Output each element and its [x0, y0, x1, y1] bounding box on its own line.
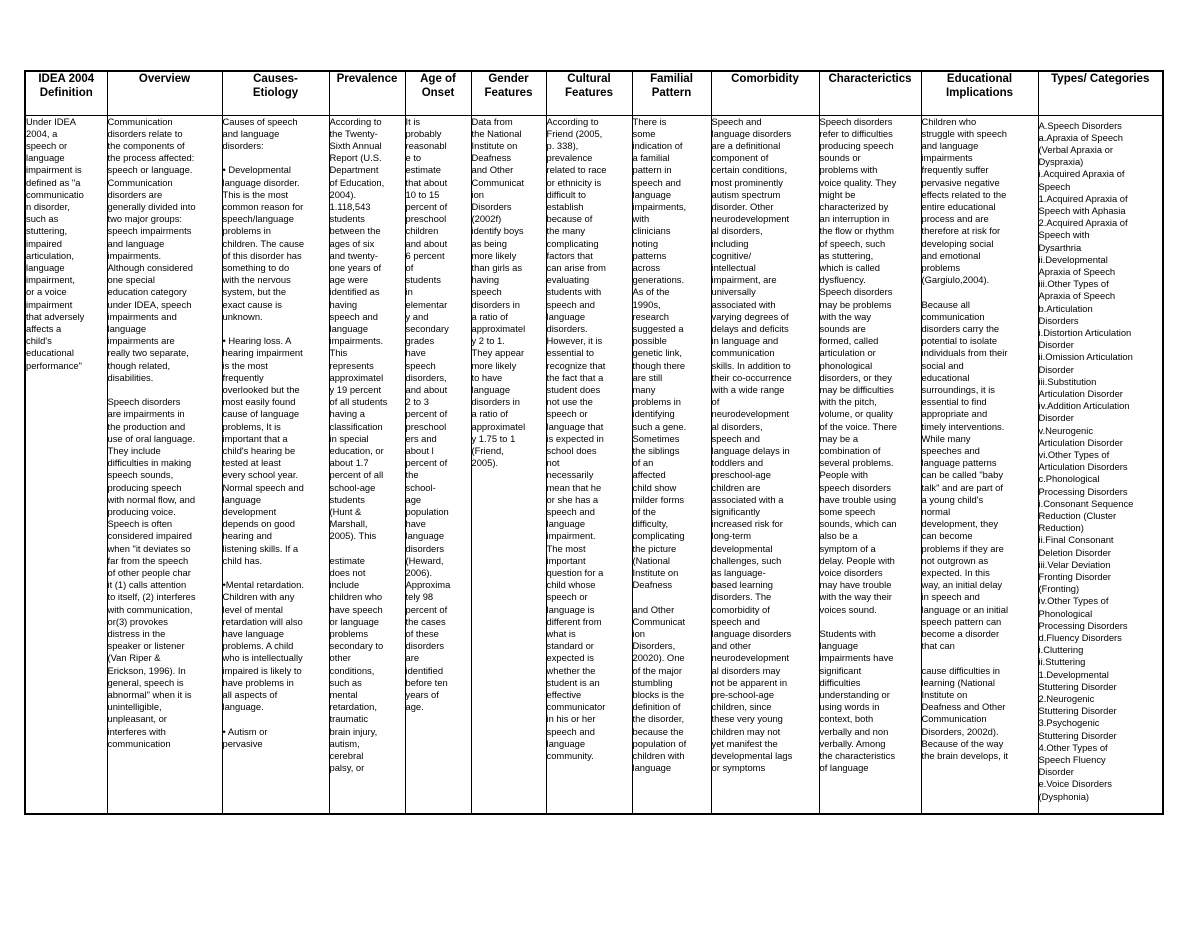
cell-prevalence: According to the Twenty- Sixth Annual Report (U.S. Department of Education, 2004). 1.118,543 students between the ages of six and twenty- one years of age were identified as having speech and language impairments. This represents approximatel y 19 percent of all students having a classification in special education, or about 1.7 percent of all school-age students (Hunt & Marshall, 2005). This estimate does not include children who have speech or language problems secondary to other conditions, such as mental retardation, traumatic brain injury, autism, cerebral palsy, or [329, 115, 405, 814]
cell-age-of-onset: It is probably reasonabl e to estimate that about 10 to 15 percent of preschool children and about 6 percent of students in elementar y and secondary grades have speech disorders, and about 2 to 3 percent of preschool ers and about l percent of the school- age population have language disorders (Heward, 2006). Approxima tely 98 percent of the cases of these disorders are identified before ten years of age. [405, 115, 471, 814]
cell-overview: Communication disorders relate to the components of the process affected: speech or language. Communication disorders are generally divided into two major groups: speech impairments and language impairments. Although considered one special education category under IDEA, speech impairments and language impairments are really two separate, though related, disabilities. Speech disorders are impairments in the production and use of oral language. They include difficulties in making speech sounds, producing speech with normal flow, and producing voice. Speech is often considered impaired when "it deviates so far from the speech of other people char it (1) calls attention to itself, (2) interferes with communication, or(3) provokes distress in the speaker or listener (Van Riper & Erickson, 1996). In general, speech is abnormal" when it is unintelligible, unpleasant, or interferes with communication [107, 115, 222, 814]
header-row [25, 71, 1163, 115]
header-educational-implications: Educational Implications [921, 71, 1038, 115]
cell-educational-implications: Children who struggle with speech and language impairments frequently suffer pervasive negative effects related to the entire educational process and are therefore at risk for developing social and emotional problems (Gargiulo,2004). Because all communication disorders carry the potential to isolate individuals from their social and educational surroundings, it is essential to find appropriate and timely interventions. While many speeches and language patterns can be called "baby talk" and are part of a young child's normal development, they can become problems if they are not outgrown as expected. In this way, an initial delay in speech and language or an initial speech pattern can become a disorder that can cause difficulties in learning (National Institute on Deafness and Other Communication Disorders, 2002d). Because of the way the brain develops, it [921, 115, 1038, 814]
header-characteristics: Characterictics [819, 71, 921, 115]
speech-language-impairment-table [24, 70, 1164, 815]
cell-types-categories: A.Speech Disorders a.Apraxia of Speech (Verbal Apraxia or Dyspraxia) i.Acquired Apraxia of Speech 1.Acquired Apraxia of Speech with Aphasia 2.Acquired Apraxia of Speech with Dysarthria ii.Developmental Apraxia of Speech iii.Other Types of Apraxia of Speech b.Articulation Disorders i.Distortion Articulation Disorder ii.Omission Articulation Disorder iii.Substitution Articulation Disorder iv.Addition Articulation Disorder v.Neurogenic Articulation Disorder vi.Other Types of Articulation Disorders c.Phonological Processing Disorders i.Consonant Sequence Reduction (Cluster Reduction) ii.Final Consonant Deletion Disorder iii.Velar Deviation Fronting Disorder (Fronting) iv.Other Types of Phonological Processing Disorders d.Fluency Disorders i.Cluttering ii.Stuttering 1.Developmental Stuttering Disorder 2.Neurogenic Stuttering Disorder 3.Psychogenic Stuttering Disorder 4.Other Types of Speech Fluency Disorder e.Voice Disorders (Dysphonia) [1038, 115, 1163, 814]
header-causes-etiology: Causes- Etiology [222, 71, 329, 115]
header-prevalence: Prevalence [329, 71, 405, 115]
cell-familial-pattern: There is some indication of a familial pattern in speech and language impairments, with clinicians noting patterns across generations. As of the 1990s, research suggested a possible genetic link, though there are still many problems in identifying such a gene. Sometimes the siblings of an affected child show milder forms of the difficulty, complicating the picture (National Institute on Deafness and Other Communicat ion Disorders, 20020). One of the major stumbling blocks is the definition of the disorder, because the population of children with language [632, 115, 711, 814]
cell-idea-definition: Under IDEA 2004, a speech or language impairment is defined as "a communicatio n disorder, such as stuttering, impaired articulation, language impairment, or a voice impairment that adversely affects a child's educational performance" [25, 115, 107, 814]
header-overview: Overview [107, 71, 222, 115]
cell-cultural-features: According to Friend (2005, p. 338), prevalence related to race or ethnicity is difficult to establish because of the many complicating factors that can arise from evaluating students with speech and language disorders. However, it is essential to recognize that the fact that a student does not use the speech or language that is expected in school does not necessarily mean that he or she has a speech and language impairment. The most important question for a child whose speech or language is different from what is standard or expected is whether the student is an effective communicator in his or her speech and language community. [546, 115, 632, 814]
header-cultural-features: Cultural Features [546, 71, 632, 115]
content-row [25, 115, 1163, 814]
header-gender-features: Gender Features [471, 71, 546, 115]
header-comorbidity: Comorbidity [711, 71, 819, 115]
header-familial-pattern: Familial Pattern [632, 71, 711, 115]
header-age-of-onset: Age of Onset [405, 71, 471, 115]
cell-characteristics: Speech disorders refer to difficulties producing speech sounds or problems with voice quality. They might be characterized by an interruption in the flow or rhythm of speech, such as stuttering, which is called dysfluency. Speech disorders may be problems with the way sounds are formed, called articulation or phonological disorders, or they may be difficulties with the pitch, volume, or quality of the voice. There may be a combination of several problems. People with speech disorders have trouble using some speech sounds, which can also be a symptom of a delay. People with voice disorders may have trouble with the way their voices sound. Students with language impairments have significant difficulties understanding or using words in context, both verbally and non verbally. Among the characteristics of language [819, 115, 921, 814]
cell-gender-features: Data from the National Institute on Deafness and Other Communicat ion Disorders (2002f) identify boys as being more likely than girls as having speech disorders in a ratio of approximatel y 2 to 1. They appear more likely to have language disorders in a ratio of approximatel y 1.75 to 1 (Friend, 2005). [471, 115, 546, 814]
cell-causes-etiology: Causes of speech and language disorders: • Developmental language disorder. This is the most common reason for speech/language problems in children. The cause of this disorder has something to do with the nervous system, but the exact cause is unknown. • Hearing loss. A hearing impairment is the most frequently overlooked but the most easily found cause of language problems, It is important that a child's hearing be tested at least every school year. Normal speech and language development depends on good hearing and listening skills. If a child has. •Mental retardation. Children with any level of mental retardation will also have language problems. A child who is intellectually impaired is likely to have problems in all aspects of language. • Autism or pervasive [222, 115, 329, 814]
cell-comorbidity: Speech and language disorders are a definitional component of certain conditions, most prominently autism spectrum disorder. Other neurodevelopment al disorders, including cognitive/ intellectual impairment, are universally associated with varying degrees of delays and deficits in language and communication skills. In addition to their co-occurrence with a wide range of neurodevelopment al disorders, speech and language delays in toddlers and preschool-age children are associated with a significantly increased risk for long-term developmental challenges, such as language- based learning disorders. The comorbidity of speech and language disorders and other neurodevelopment al disorders may not be apparent in pre-school-age children, since these very young children may not yet manifest the developmental lags or symptoms [711, 115, 819, 814]
header-types-categories: Types/ Categories [1038, 71, 1163, 115]
header-idea-definition: IDEA 2004 Definition [25, 71, 107, 115]
